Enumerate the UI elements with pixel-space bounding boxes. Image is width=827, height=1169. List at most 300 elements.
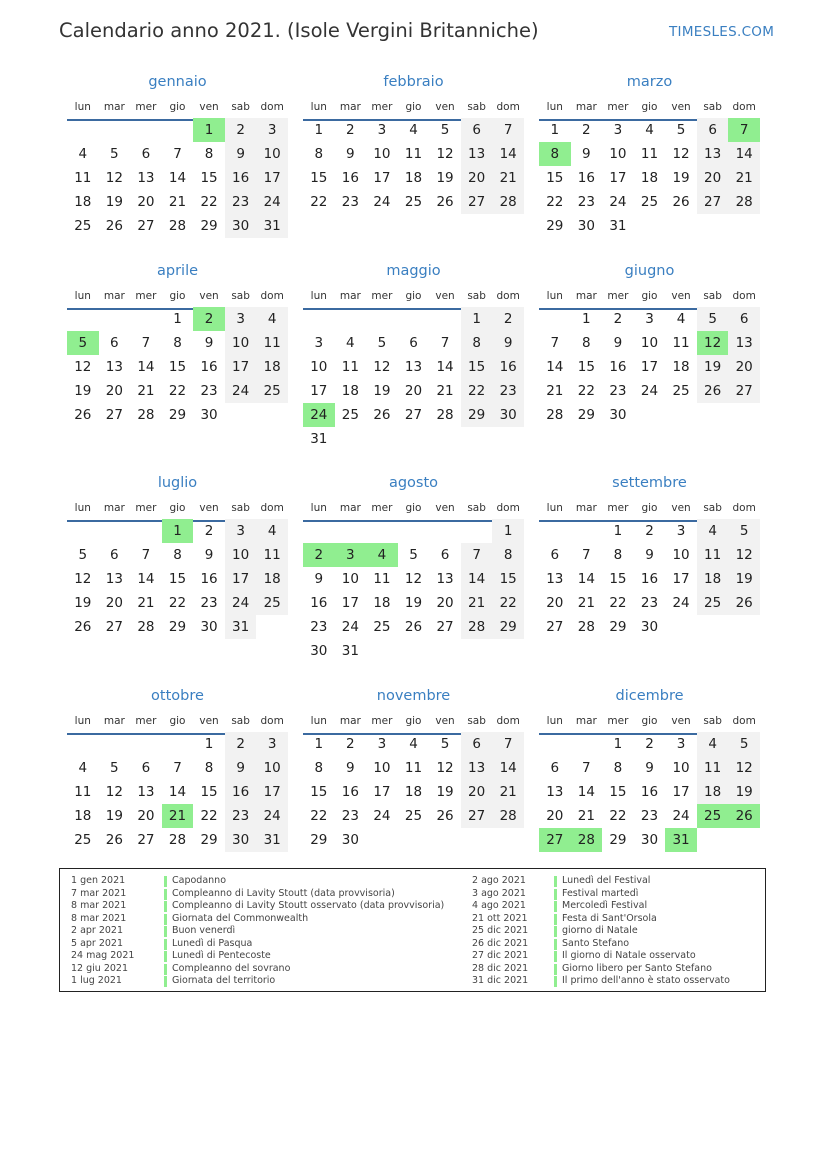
- day-cell: 25: [74, 832, 92, 848]
- day-cell: 5: [110, 760, 119, 776]
- day-cell: 23: [492, 379, 524, 403]
- weekday-label: lun: [546, 502, 563, 514]
- weekday-label: dom: [260, 715, 284, 727]
- weekday-label: lun: [546, 715, 563, 727]
- day-cell: 9: [225, 142, 257, 166]
- day-cell: 10: [373, 760, 391, 776]
- day-cell: 4: [676, 311, 686, 327]
- weekday-label: gio: [641, 502, 658, 514]
- day-cell: 6: [440, 547, 450, 563]
- day-cell: 24: [256, 804, 288, 828]
- day-cell: 2: [613, 311, 623, 327]
- day-cell: 30: [640, 619, 659, 635]
- day-cell: 16: [225, 780, 257, 804]
- legend-marker: [554, 889, 557, 900]
- day-cell: 15: [609, 571, 627, 587]
- day-cell: 19: [728, 567, 760, 591]
- legend-marker: [554, 876, 557, 887]
- day-cell: 4: [256, 307, 288, 331]
- weekday-label: dom: [732, 101, 756, 113]
- day-cell: 29: [200, 218, 218, 234]
- day-cell: 1: [492, 519, 524, 543]
- weekday-label: mar: [575, 715, 597, 727]
- weekday-label: mer: [371, 101, 393, 113]
- day-cell: 24: [672, 808, 690, 824]
- weekday-label: mar: [103, 715, 125, 727]
- weekday-header: [67, 715, 288, 731]
- weekday-header: [303, 715, 524, 731]
- day-cell: 15: [200, 784, 218, 800]
- holiday-day-cell: 1: [193, 118, 225, 142]
- day-cell: 28: [168, 218, 187, 234]
- holiday-day-cell: 31: [665, 828, 697, 852]
- weekday-label: lun: [74, 715, 91, 727]
- day-cell: 22: [609, 595, 627, 611]
- weekday-label: sab: [231, 502, 250, 514]
- day-cell: 1: [204, 736, 214, 752]
- day-cell: 8: [314, 146, 324, 162]
- day-cell: 19: [105, 194, 123, 210]
- day-cell: 21: [137, 595, 155, 611]
- day-cell: 18: [697, 567, 729, 591]
- day-cell: 26: [436, 808, 454, 824]
- weekday-label: mar: [103, 502, 125, 514]
- day-cell: 2: [645, 523, 654, 539]
- day-cell: 13: [105, 359, 123, 375]
- weekday-label: mer: [371, 715, 393, 727]
- weekday-header: [539, 290, 760, 306]
- page-title: Calendario anno 2021. (Isole Vergini Britanniche): [59, 19, 539, 42]
- day-cell: 16: [200, 571, 218, 587]
- day-cell: 11: [373, 571, 391, 587]
- day-cell: 26: [74, 619, 92, 635]
- day-cell: 25: [697, 591, 729, 615]
- legend-holiday-name: Lunedì di Pentecoste: [172, 950, 271, 961]
- day-cell: 1: [613, 736, 623, 752]
- weekday-label: dom: [260, 502, 284, 514]
- day-cell: 27: [137, 218, 155, 234]
- day-cell: 4: [409, 736, 418, 752]
- day-cell: 6: [461, 118, 493, 142]
- holiday-day-cell: 24: [303, 403, 335, 427]
- header-rule: [303, 520, 524, 522]
- day-cell: 31: [256, 828, 288, 852]
- day-cell: 25: [672, 383, 690, 399]
- holiday-day-cell: 28: [571, 828, 603, 852]
- day-cell: 26: [436, 194, 454, 210]
- day-cell: 26: [728, 591, 760, 615]
- day-cell: 28: [137, 407, 155, 423]
- day-cell: 5: [377, 335, 387, 351]
- weekday-label: sab: [231, 290, 250, 302]
- day-cell: 25: [404, 808, 423, 824]
- day-cell: 27: [728, 379, 760, 403]
- day-cell: 22: [200, 808, 218, 824]
- brand-link[interactable]: TIMESLES.COM: [669, 24, 775, 40]
- day-cell: 10: [609, 146, 627, 162]
- day-cell: 29: [200, 832, 218, 848]
- day-cell: 24: [373, 194, 391, 210]
- day-cell: 3: [256, 118, 288, 142]
- day-cell: 5: [440, 122, 450, 138]
- day-cell: 23: [609, 383, 627, 399]
- day-cell: 3: [613, 122, 623, 138]
- weekday-header: [67, 101, 288, 117]
- day-cell: 28: [168, 832, 187, 848]
- day-cell: 17: [256, 166, 288, 190]
- day-cell: 18: [341, 383, 359, 399]
- day-cell: 20: [461, 780, 493, 804]
- day-cell: 8: [204, 146, 214, 162]
- holiday-day-cell: 2: [193, 307, 225, 331]
- day-cell: 13: [137, 170, 155, 186]
- weekday-label: sab: [703, 502, 722, 514]
- holiday-day-cell: 21: [162, 804, 194, 828]
- weekday-label: dom: [732, 290, 756, 302]
- day-cell: 13: [404, 359, 423, 375]
- weekday-label: mar: [103, 290, 125, 302]
- day-cell: 15: [310, 784, 328, 800]
- day-cell: 19: [74, 595, 92, 611]
- legend-marker: [164, 876, 167, 887]
- legend-marker: [164, 889, 167, 900]
- weekday-label: mar: [339, 502, 361, 514]
- day-cell: 17: [373, 784, 391, 800]
- day-cell: 9: [204, 335, 214, 351]
- day-cell: 10: [225, 543, 257, 567]
- weekday-label: ven: [671, 290, 691, 302]
- day-cell: 20: [546, 595, 564, 611]
- legend-holiday-name: Giornata del territorio: [172, 975, 276, 986]
- day-cell: 5: [409, 547, 418, 563]
- legend-date: 7 mar 2021: [71, 887, 127, 899]
- day-cell: 20: [728, 355, 760, 379]
- weekday-label: gio: [169, 502, 186, 514]
- weekday-label: lun: [546, 290, 563, 302]
- weekday-label: ven: [435, 715, 455, 727]
- weekday-header: [303, 101, 524, 117]
- day-cell: 16: [200, 359, 218, 375]
- legend-holiday-name: Lunedì di Pasqua: [172, 937, 253, 949]
- day-cell: 15: [546, 170, 564, 186]
- day-cell: 26: [105, 218, 123, 234]
- day-cell: 13: [546, 571, 564, 587]
- day-cell: 20: [137, 194, 155, 210]
- legend-marker: [554, 964, 557, 975]
- day-cell: 6: [728, 307, 760, 331]
- weekday-label: ven: [199, 290, 219, 302]
- day-cell: 4: [78, 146, 88, 162]
- day-cell: 21: [577, 808, 595, 824]
- day-cell: 4: [645, 122, 654, 138]
- day-cell: 18: [404, 170, 423, 186]
- day-cell: 27: [105, 407, 123, 423]
- month-name: dicembre: [615, 688, 684, 704]
- day-cell: 21: [168, 194, 187, 210]
- day-cell: 23: [310, 619, 328, 635]
- weekday-label: gio: [405, 715, 422, 727]
- day-cell: 9: [204, 547, 214, 563]
- day-cell: 14: [137, 571, 155, 587]
- holiday-day-cell: 27: [539, 828, 571, 852]
- day-cell: 10: [310, 359, 328, 375]
- day-cell: 23: [640, 808, 659, 824]
- day-cell: 14: [168, 784, 187, 800]
- day-cell: 16: [492, 355, 524, 379]
- holiday-day-cell: 26: [728, 804, 760, 828]
- day-cell: 22: [546, 194, 564, 210]
- day-cell: 17: [225, 567, 257, 591]
- day-cell: 16: [225, 166, 257, 190]
- day-cell: 5: [697, 307, 729, 331]
- weekday-label: ven: [435, 101, 455, 113]
- day-cell: 11: [74, 784, 92, 800]
- day-cell: 17: [640, 359, 659, 375]
- day-cell: 9: [314, 571, 324, 587]
- day-cell: 23: [225, 804, 257, 828]
- day-cell: 4: [256, 519, 288, 543]
- day-cell: 21: [137, 383, 155, 399]
- day-cell: 1: [550, 122, 560, 138]
- day-cell: 1: [613, 523, 623, 539]
- holiday-day-cell: 4: [366, 543, 398, 567]
- day-cell: 13: [436, 571, 454, 587]
- day-cell: 8: [613, 760, 623, 776]
- day-cell: 21: [577, 595, 595, 611]
- day-cell: 24: [225, 379, 257, 403]
- day-cell: 18: [373, 595, 391, 611]
- day-cell: 28: [461, 615, 493, 639]
- day-cell: 3: [314, 335, 324, 351]
- day-cell: 23: [341, 808, 359, 824]
- weekday-label: ven: [671, 715, 691, 727]
- day-cell: 13: [137, 784, 155, 800]
- day-cell: 29: [609, 832, 627, 848]
- weekday-label: gio: [169, 715, 186, 727]
- day-cell: 17: [256, 780, 288, 804]
- day-cell: 19: [74, 383, 92, 399]
- day-cell: 25: [341, 407, 359, 423]
- day-cell: 24: [373, 808, 391, 824]
- day-cell: 20: [404, 383, 423, 399]
- weekday-label: mer: [607, 502, 629, 514]
- day-cell: 20: [461, 166, 493, 190]
- month-name: maggio: [386, 263, 441, 279]
- weekday-label: gio: [405, 290, 422, 302]
- day-cell: 12: [728, 543, 760, 567]
- day-cell: 30: [225, 828, 257, 852]
- day-cell: 6: [141, 146, 151, 162]
- day-cell: 30: [225, 214, 257, 238]
- day-cell: 27: [404, 407, 423, 423]
- day-cell: 31: [310, 431, 328, 447]
- holiday-day-cell: 5: [67, 331, 99, 355]
- weekday-label: gio: [641, 715, 658, 727]
- day-cell: 7: [461, 543, 493, 567]
- legend-date: 2 apr 2021: [71, 925, 124, 936]
- day-cell: 5: [78, 547, 88, 563]
- weekday-label: mar: [103, 101, 125, 113]
- day-cell: 3: [377, 122, 387, 138]
- day-cell: 29: [461, 403, 493, 427]
- legend-holiday-name: Giorno libero per Santo Stefano: [562, 962, 712, 974]
- day-cell: 22: [461, 379, 493, 403]
- day-cell: 7: [550, 335, 560, 351]
- day-cell: 2: [204, 523, 214, 539]
- day-cell: 3: [676, 736, 686, 752]
- day-cell: 29: [310, 832, 328, 848]
- day-cell: 14: [577, 571, 595, 587]
- day-cell: 12: [436, 760, 454, 776]
- month-name: novembre: [376, 688, 451, 704]
- day-cell: 18: [74, 194, 92, 210]
- legend-date: 27 dic 2021: [472, 950, 529, 961]
- day-cell: 1: [173, 311, 182, 327]
- month-name: settembre: [612, 475, 687, 491]
- holiday-day-cell: 1: [162, 519, 194, 543]
- day-cell: 19: [672, 170, 690, 186]
- legend-date: 1 gen 2021: [71, 875, 126, 886]
- day-cell: 12: [404, 571, 423, 587]
- legend-holiday-name: giorno di Natale: [562, 925, 638, 936]
- weekday-label: gio: [641, 290, 658, 302]
- weekday-header: [67, 290, 288, 306]
- legend-date: 26 dic 2021: [472, 937, 529, 949]
- day-cell: 6: [697, 118, 729, 142]
- holiday-day-cell: 8: [539, 142, 571, 166]
- legend-holiday-name: Compleanno di Lavity Stoutt osservato (data provvisoria): [172, 900, 445, 911]
- weekday-label: ven: [199, 715, 219, 727]
- day-cell: 10: [256, 142, 288, 166]
- day-cell: 23: [225, 190, 257, 214]
- day-cell: 15: [168, 571, 187, 587]
- legend-holiday-name: Il giorno di Natale osservato: [562, 950, 696, 961]
- day-cell: 4: [78, 760, 88, 776]
- day-cell: 23: [577, 194, 595, 210]
- weekday-label: sab: [467, 502, 486, 514]
- weekday-label: dom: [496, 290, 520, 302]
- weekday-label: mer: [135, 715, 157, 727]
- day-cell: 27: [436, 619, 454, 635]
- legend-date: 21 ott 2021: [472, 912, 528, 924]
- day-cell: 30: [640, 832, 659, 848]
- legend-date: 12 giu 2021: [71, 962, 128, 974]
- day-cell: 2: [225, 732, 257, 756]
- day-cell: 27: [461, 804, 493, 828]
- day-cell: 7: [582, 547, 591, 563]
- day-cell: 12: [728, 756, 760, 780]
- weekday-label: mer: [371, 290, 393, 302]
- day-cell: 3: [676, 523, 686, 539]
- day-cell: 6: [141, 760, 151, 776]
- holiday-legend: [59, 868, 766, 992]
- weekday-label: mer: [135, 502, 157, 514]
- day-cell: 24: [672, 595, 690, 611]
- legend-date: 1 lug 2021: [71, 975, 122, 986]
- legend-marker: [164, 914, 167, 925]
- day-cell: 4: [409, 122, 418, 138]
- day-cell: 23: [200, 383, 218, 399]
- legend-holiday-name: Festa di Sant'Orsola: [562, 912, 657, 924]
- day-cell: 19: [373, 383, 391, 399]
- weekday-label: mer: [135, 101, 157, 113]
- day-cell: 5: [440, 736, 450, 752]
- day-cell: 16: [609, 359, 627, 375]
- day-cell: 18: [256, 355, 288, 379]
- weekday-label: lun: [74, 290, 91, 302]
- day-cell: 2: [346, 122, 355, 138]
- day-cell: 29: [492, 615, 524, 639]
- day-cell: 15: [461, 355, 493, 379]
- day-cell: 7: [141, 547, 151, 563]
- day-cell: 21: [461, 591, 493, 615]
- day-cell: 19: [436, 170, 454, 186]
- day-cell: 19: [404, 595, 423, 611]
- day-cell: 2: [582, 122, 591, 138]
- day-cell: 7: [492, 118, 524, 142]
- month-name: marzo: [626, 74, 673, 90]
- day-cell: 5: [110, 146, 119, 162]
- day-cell: 8: [461, 331, 493, 355]
- weekday-label: sab: [703, 715, 722, 727]
- day-cell: 11: [697, 543, 729, 567]
- day-cell: 28: [492, 804, 524, 828]
- weekday-label: ven: [199, 101, 219, 113]
- weekday-label: gio: [405, 502, 422, 514]
- day-cell: 11: [672, 335, 690, 351]
- day-cell: 14: [492, 142, 524, 166]
- day-cell: 12: [74, 359, 92, 375]
- day-cell: 22: [609, 808, 627, 824]
- day-cell: 24: [341, 619, 359, 635]
- legend-marker: [164, 939, 167, 950]
- day-cell: 6: [550, 760, 560, 776]
- weekday-label: ven: [199, 502, 219, 514]
- day-cell: 4: [697, 732, 729, 756]
- day-cell: 10: [373, 146, 391, 162]
- day-cell: 22: [310, 808, 328, 824]
- weekday-label: mar: [575, 290, 597, 302]
- legend-date: 4 ago 2021: [472, 900, 526, 911]
- month-name: agosto: [388, 475, 439, 491]
- weekday-label: dom: [260, 290, 284, 302]
- day-cell: 17: [672, 784, 690, 800]
- day-cell: 15: [200, 170, 218, 186]
- day-cell: 8: [204, 760, 214, 776]
- weekday-label: dom: [732, 502, 756, 514]
- day-cell: 21: [546, 383, 564, 399]
- day-cell: 28: [137, 619, 155, 635]
- day-cell: 20: [137, 808, 155, 824]
- day-cell: 12: [105, 170, 123, 186]
- day-cell: 22: [310, 194, 328, 210]
- weekday-label: mar: [575, 502, 597, 514]
- day-cell: 18: [697, 780, 729, 804]
- day-cell: 3: [225, 307, 257, 331]
- weekday-label: gio: [169, 101, 186, 113]
- day-cell: 15: [492, 567, 524, 591]
- day-cell: 8: [492, 543, 524, 567]
- day-cell: 11: [256, 543, 288, 567]
- legend-date: 28 dic 2021: [472, 962, 529, 974]
- day-cell: 17: [373, 170, 391, 186]
- weekday-label: dom: [496, 715, 520, 727]
- day-cell: 25: [256, 379, 288, 403]
- weekday-header: [539, 715, 760, 731]
- day-cell: 27: [546, 619, 564, 635]
- day-cell: 23: [200, 595, 218, 611]
- day-cell: 1: [314, 736, 324, 752]
